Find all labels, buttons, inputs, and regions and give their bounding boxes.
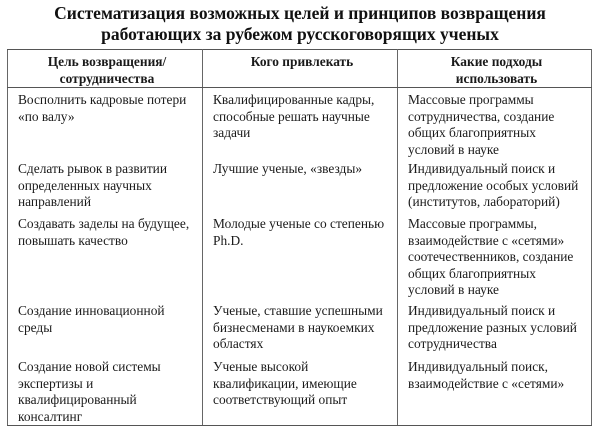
cell-approach: Индивидуальный поиск, взаимодействие с «сетями» [398, 356, 592, 426]
header-approach-line-1: Какие подходы [450, 54, 543, 69]
header-whom-line-1: Кого привлекать [250, 54, 354, 69]
cell-whom: Ученые высокой квалификации, имеющие соответствующий опыт [203, 356, 398, 426]
title-line-2: работающих за рубежом русскоговорящих ученых [101, 24, 499, 44]
cell-whom: Квалифицированные кадры, способные решать научные задачи [203, 88, 398, 159]
cell-approach: Массовые программы, взаимодействие с «сетями» соотечественников, создание общих благоприятных условий в науке [398, 213, 592, 300]
table-row [8, 88, 592, 159]
table-row [8, 300, 592, 356]
table-row [8, 213, 592, 300]
header-goal-line-2: сотрудничества [59, 70, 155, 86]
header-approach-line-2: использовать [455, 70, 538, 86]
cell-goal: Восполнить кадровые потери «по валу» [8, 88, 203, 159]
title-line-1: Систематизация возможных целей и принципов возвращения [54, 3, 546, 23]
cell-approach: Индивидуальный поиск и предложение особых условий (институтов, лабораторий) [398, 158, 592, 213]
table-header-row [8, 50, 592, 88]
goals-table [7, 49, 592, 426]
cell-whom: Лучшие ученые, «звезды» [203, 158, 398, 213]
cell-whom: Ученые, ставшие успешными бизнесменами в наукоемких областях [203, 300, 398, 356]
cell-approach: Индивидуальный поиск и предложение разных условий сотрудничества [398, 300, 592, 356]
header-goal [8, 50, 203, 88]
cell-approach: Массовые программы сотрудничества, создание общих благоприятных условий в науке [398, 88, 592, 159]
header-goal-line-1: Цель возвращения/ [47, 54, 167, 69]
document-title [0, 3, 600, 45]
cell-goal: Создание инновационной среды [8, 300, 203, 356]
cell-whom: Молодые ученые со степенью Ph.D. [203, 213, 398, 300]
cell-goal: Создание новой системы экспертизы и квалифицированный консалтинг [8, 356, 203, 426]
cell-goal: Создавать заделы на будущее, повышать качество [8, 213, 203, 300]
table-row [8, 158, 592, 213]
header-whom [203, 50, 398, 88]
header-approach [398, 50, 592, 88]
table-row [8, 356, 592, 426]
cell-goal: Сделать рывок в развитии определенных научных направлений [8, 158, 203, 213]
